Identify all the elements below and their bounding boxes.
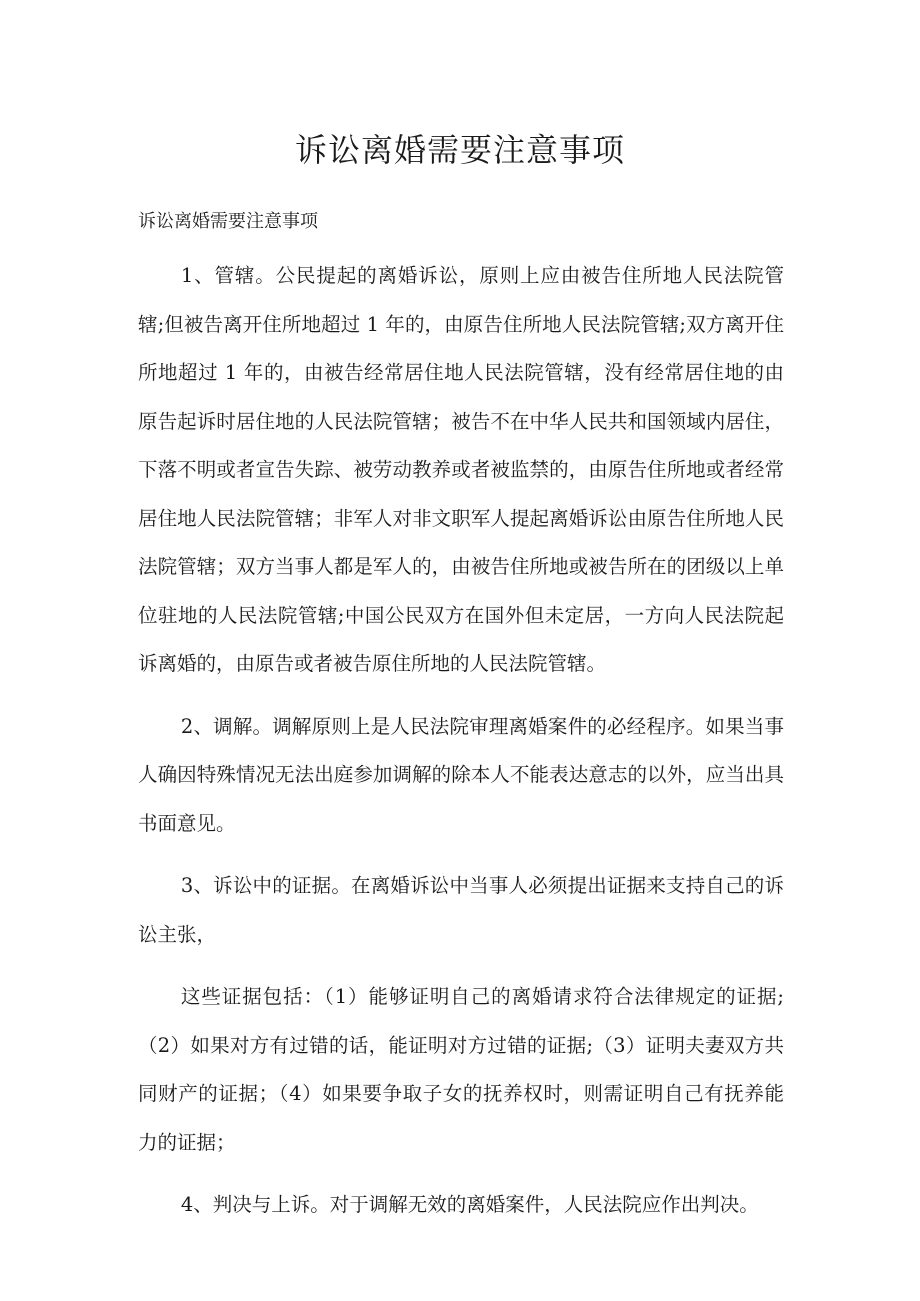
paragraph-evidence: 3、诉讼中的证据。在离婚诉讼中当事人必须提出证据来支持自己的诉讼主张， — [138, 874, 784, 946]
paragraph-evidence-list: 这些证据包括：（1）能够证明自己的离婚请求符合法律规定的证据;（2）如果对方有过错的话，能证明对方过错的证据;（3）证明夫妻双方共同财产的证据；（4）如果要争取子女的抚养权时，则需证明自己有抚养能力的证据； — [138, 985, 784, 1154]
document-subtitle: 诉讼离婚需要注意事项 — [138, 211, 318, 232]
paragraph-jurisdiction: 1、管辖。公民提起的离婚诉讼，原则上应由被告住所地人民法院管辖;但被告离开住所地超过 1 年的，由原告住所地人民法院管辖;双方离开住所地超过 1 年的，由被告经常居住地人民法院管辖，没有经常居住地的由原告起诉时居住地的人民法院管辖；被告不在中华人民共和国领域内居住，下落不明或者宣告失踪、被劳动教养或者被监禁的，由原告住所地或者经常居住地人民法院管辖；非军人对非文职军人提起离婚诉讼由原告住所地人民法院管辖；双方当事人都是军人的，由被告住所地或被告所在的团级以上单位驻地的人民法院管辖;中国公民双方在国外但未定居，一方向人民法院起诉离婚的，由原告或者被告原住所地的人民法院管辖。 — [138, 264, 784, 675]
document-title: 诉讼离婚需要注意事项 — [294, 131, 625, 169]
paragraph-judgment-appeal: 4、判决与上诉。对于调解无效的离婚案件，人民法院应作出判决。 — [180, 1193, 759, 1216]
document-body — [138, 252, 784, 1244]
paragraph-mediation: 2、调解。调解原则上是人民法院审理离婚案件的必经程序。如果当事人确因特殊情况无法出庭参加调解的除本人不能表达意志的以外，应当出具书面意见。 — [138, 714, 784, 835]
